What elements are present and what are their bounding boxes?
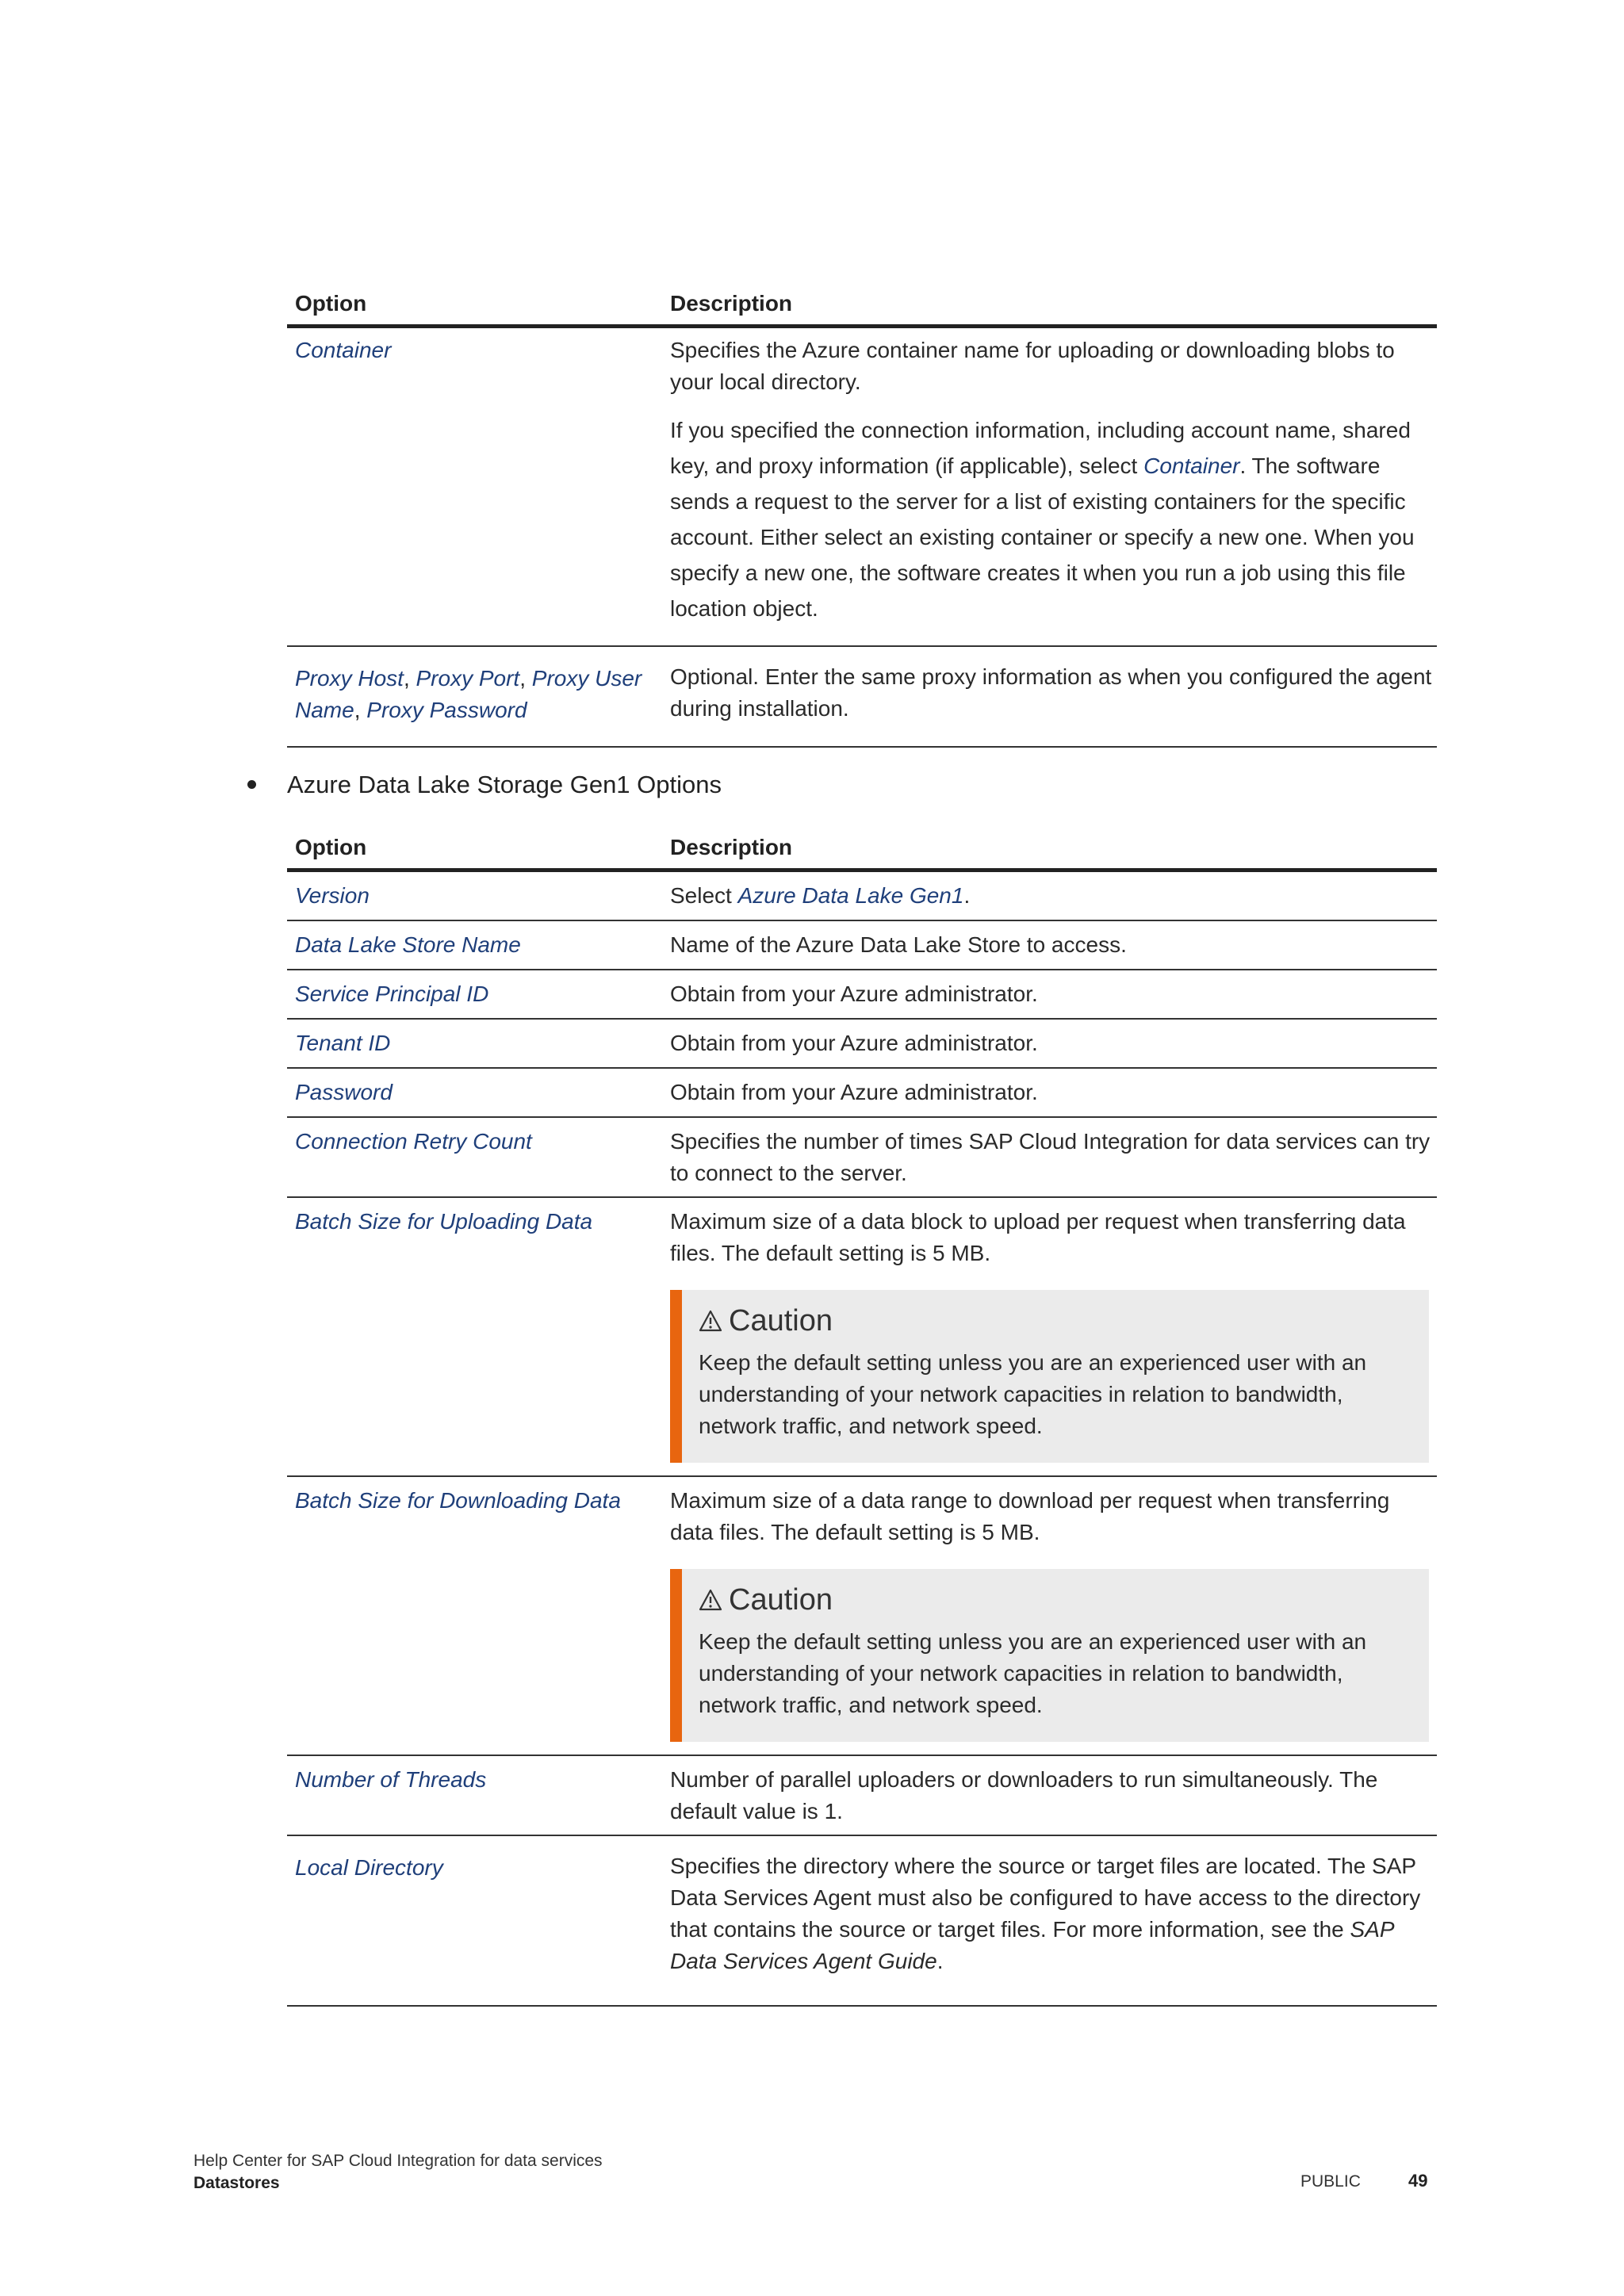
header-option: Option: [295, 291, 367, 316]
separator: ,: [519, 666, 532, 691]
table-row: [287, 1020, 1437, 1069]
footer-document-info: [193, 2150, 603, 2195]
description-text: Specifies the Azure container name for uploading or downloading blobs to your local directory.: [670, 338, 1395, 394]
option-batch-size-downloading: Batch Size for Downloading Data: [295, 1488, 621, 1513]
text-run: If you specified the connection information, including account name, shared key, and proxy information (if applicable), select: [670, 418, 1411, 478]
text-run: Select: [670, 883, 738, 908]
description-text: [670, 880, 1437, 920]
text-run: .: [963, 883, 971, 908]
table-row: [287, 1198, 1437, 1477]
option-version: Version: [295, 883, 370, 908]
option-proxy-password: Proxy Password: [366, 698, 527, 722]
description-cell: [670, 1485, 1437, 1755]
caution-bar: [670, 1569, 682, 1742]
option-local-directory: Local Directory: [295, 1855, 443, 1880]
options-table-1: [287, 283, 1437, 748]
option-proxy: [287, 663, 670, 746]
caution-text: Keep the default setting unless you are an experienced user with an understanding of your network capacities in relation to bandwidth, network traffic, and network speed.: [699, 1350, 1367, 1438]
caution-box: [670, 1569, 1429, 1742]
section-heading: Azure Data Lake Storage Gen1 Options: [287, 771, 722, 798]
text-run: . The software sends a request to the server for a list of existing containers for the specific account. Either select an existing container or specify a new one. When you specify a new one, the software creates it when you run a job using this file location object.: [670, 453, 1415, 621]
option-password: Password: [295, 1080, 393, 1104]
options-table-2: [287, 827, 1437, 2007]
caution-bar: [670, 1290, 682, 1463]
guide-reference: SAP Data Services Agent Guide: [670, 1917, 1394, 1973]
warning-icon: [699, 1588, 722, 1612]
option-data-lake-store-name: Data Lake Store Name: [295, 932, 521, 957]
description-text: Specifies the number of times SAP Cloud Integration for data services can try to connect to the server.: [670, 1129, 1431, 1185]
inline-option-reference: Container: [1143, 453, 1240, 478]
inline-option-reference: Azure Data Lake Gen1: [737, 883, 964, 908]
option-proxy-user-name: Proxy User Name: [295, 666, 642, 722]
caution-title: Caution: [729, 1304, 833, 1337]
text-run: Specifies the directory where the source or target files are located. The SAP Data Services Agent must also be configured to have access to the directory that contains the source or target files. For more information, see the: [670, 1854, 1421, 1942]
caution-heading: [699, 1299, 1413, 1342]
description-text: Optional. Enter the same proxy information as when you configured the agent during installation.: [670, 664, 1432, 721]
separator: ,: [354, 698, 367, 722]
caution-title: Caution: [729, 1583, 833, 1617]
table-row: [287, 1118, 1437, 1198]
table-row: [287, 328, 1437, 647]
caution-heading: [699, 1578, 1413, 1621]
description-text: [670, 412, 1437, 626]
description-text: Number of parallel uploaders or downloaders to run simultaneously. The default value is 1.: [670, 1767, 1378, 1823]
table-row: [287, 647, 1437, 748]
description-text: Obtain from your Azure administrator.: [670, 1080, 1038, 1104]
option-proxy-port: Proxy Port: [416, 666, 520, 691]
option-proxy-host: Proxy Host: [295, 666, 404, 691]
text-run: .: [936, 1949, 944, 1973]
footer-section: Datastores: [193, 2174, 280, 2192]
option-service-principal-id: Service Principal ID: [295, 982, 489, 1006]
option-tenant-id: Tenant ID: [295, 1031, 391, 1055]
table-row: [287, 921, 1437, 970]
description-text: Maximum size of a data range to download per request when transferring data files. The default setting is 5 MB.: [670, 1488, 1390, 1544]
description-text: [670, 1850, 1437, 2005]
table-header: [287, 827, 1437, 872]
description-text: Obtain from your Azure administrator.: [670, 982, 1038, 1006]
table-row: [287, 1477, 1437, 1756]
table-row: [287, 1069, 1437, 1118]
footer-classification: PUBLIC: [1300, 2172, 1361, 2191]
table-row: [287, 1756, 1437, 1836]
option-batch-size-uploading: Batch Size for Uploading Data: [295, 1209, 593, 1234]
bullet-icon: [247, 780, 256, 789]
table-row: [287, 1836, 1437, 2007]
description-text: Maximum size of a data block to upload per request when transferring data files. The default setting is 5 MB.: [670, 1209, 1406, 1265]
footer-doc-title: Help Center for SAP Cloud Integration for data services: [193, 2152, 603, 2170]
description-text: Name of the Azure Data Lake Store to access.: [670, 932, 1127, 957]
header-description: Description: [670, 835, 793, 859]
table-row: [287, 872, 1437, 921]
option-connection-retry-count: Connection Retry Count: [295, 1129, 532, 1154]
option-container: Container: [295, 338, 392, 362]
option-number-of-threads: Number of Threads: [295, 1767, 487, 1792]
page-number: 49: [1408, 2171, 1428, 2191]
description-cell: [670, 1206, 1437, 1475]
header-option: Option: [295, 835, 367, 859]
header-description: Description: [670, 291, 793, 316]
description-text: Obtain from your Azure administrator.: [670, 1031, 1038, 1055]
table-row: [287, 970, 1437, 1020]
warning-icon: [699, 1309, 722, 1333]
caution-box: [670, 1290, 1429, 1463]
description-cell: [670, 335, 1437, 645]
caution-text: Keep the default setting unless you are an experienced user with an understanding of your network capacities in relation to bandwidth, network traffic, and network speed.: [699, 1629, 1367, 1717]
table-header: [287, 283, 1437, 328]
separator: ,: [403, 666, 416, 691]
